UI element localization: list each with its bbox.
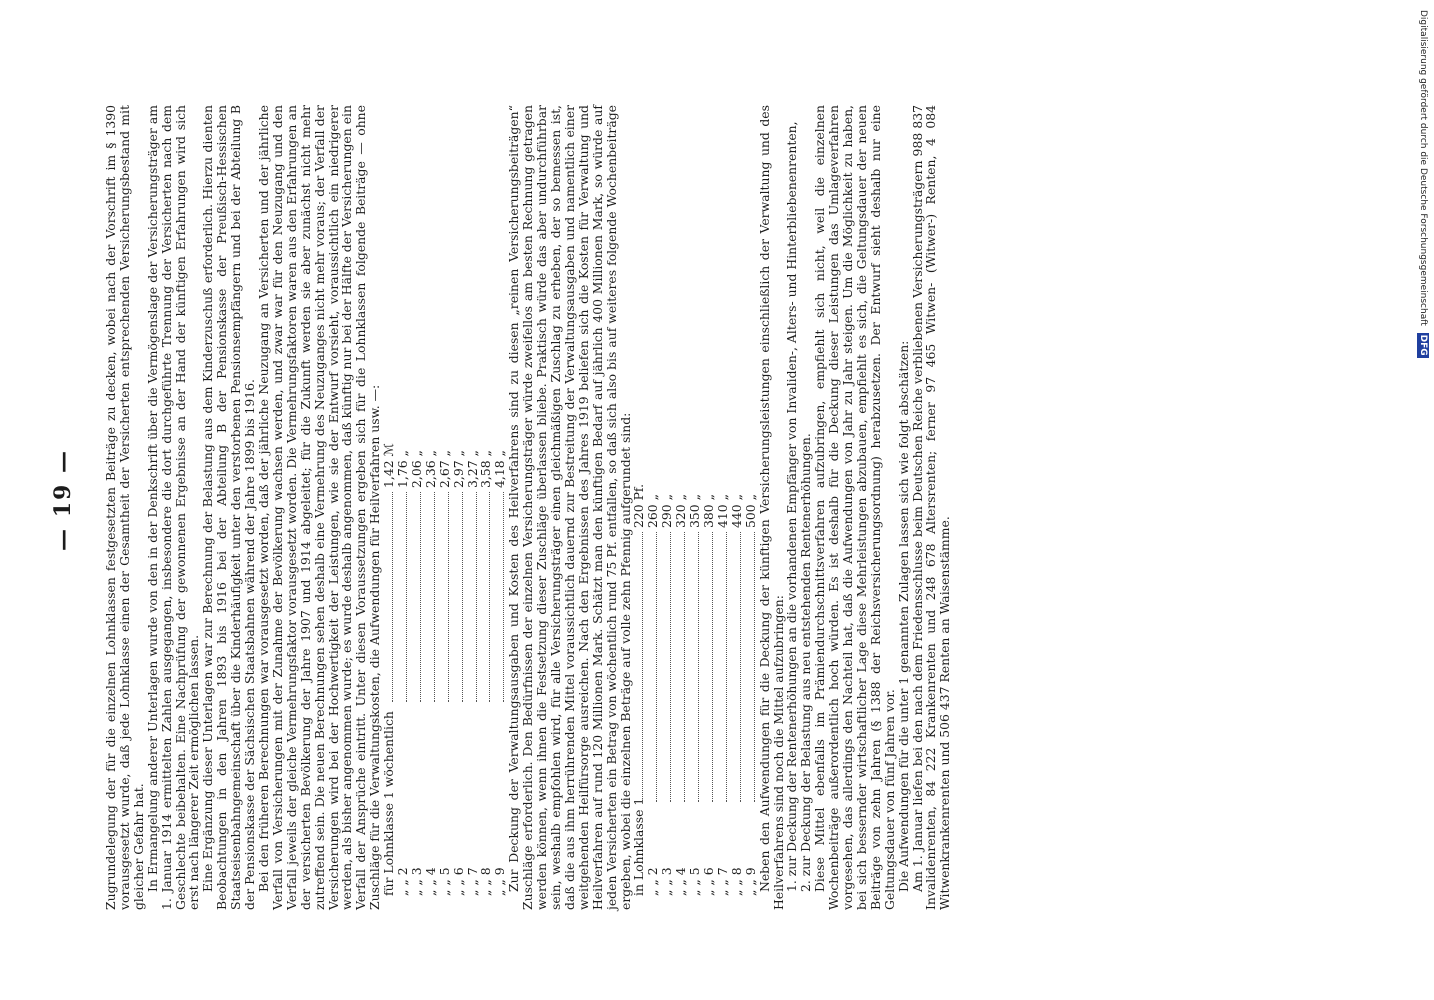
row-label: „ „ 8 bbox=[728, 867, 744, 896]
funding-stamp bbox=[1412, 10, 1434, 390]
row-label: „ „ 7 bbox=[714, 867, 730, 896]
paragraph: Eine Ergänzung dieser Unterlagen war zur Berechnung der Belastung aus dem Kinderzuschuß erforderlich. Hierzu dienten Beobachtungen in den Jahren 1893 bis 1916 bei der Abteilung B der Pensionskasse der Preußisch-Hessischen Staatseisenbahngemeinschaft über die Kinderhäufigkeit unter den verstorbenen Pensionsempfängern und bei der Abteilung B der Pensionskasse der Sächsischen Staatsbahnen während der Jahre 1899 bis 1916. bbox=[200, 105, 258, 910]
row-label: „ „ 8 bbox=[478, 867, 494, 896]
row-label: „ „ 7 bbox=[464, 867, 480, 896]
row-label: in Lohnklasse 1 bbox=[631, 797, 647, 896]
leader-dots bbox=[439, 492, 449, 702]
table-row bbox=[688, 446, 702, 896]
row-label: „ „ 9 bbox=[742, 867, 758, 896]
row-value: 4,18 „ bbox=[492, 450, 508, 488]
table-row bbox=[424, 396, 438, 896]
row-value: 380 „ bbox=[700, 493, 716, 528]
row-label: „ „ 9 bbox=[492, 867, 508, 896]
enumerated-list bbox=[785, 105, 813, 910]
row-label: „ „ 3 bbox=[408, 867, 424, 896]
table-row bbox=[730, 446, 744, 896]
paragraph: In Ermangelung anderer Unterlagen wurde von den in der Denkschrift über die Vermögenslage der Versicherungsträger am 1. Januar 1914 ermittelten Zahlen ausgegangen, insbesondere die dort durchgeführte Trennung der Versicherten nach dem Geschlechte beibehalten. Eine Nachprüfung der gewonnenen Ergebnisse an der Hand der künftigen Erfahrungen wird sich erst nach längerer Zeit ermöglichen lassen. bbox=[144, 105, 202, 910]
row-label: „ „ 4 bbox=[422, 867, 438, 896]
stamp-text: Digitalisierung gefördert durch die Deutsche Forschungsgemeinschaft bbox=[1418, 10, 1428, 326]
row-value: 2,06 „ bbox=[408, 450, 424, 488]
table-row bbox=[452, 396, 466, 896]
paragraph: Zur Deckung der Verwaltungsausgaben und Kosten des Heilverfahrens sind zu diesen „reinen Versicherungsbeiträgen“ Zuschläge erforderlich. Den Bedürfnissen der einzelnen Versicherungsträger würde zweifellos am besten Rechnung getragen werden können, wenn ihnen die Festsetzung dieser Zuschläge überlassen bliebe. Praktisch würde das aber undurchführbar sein, weshalb empfohlen wird, für alle Versicherungsträger einen gleichmäßigen Zuschlag zu erheben, der so bemessen ist, daß die aus ihm herrührenden Mittel voraussichtlich dauernd zur Bestreitung der Verwaltungsausgaben und namentlich einer weitgehenden Heilfürsorge ausreichen. Nach den Ergebnissen des Jahres 1919 beliefen sich die Kosten für Verwaltung und Heilverfahren auf rund 120 Millionen Mark. Schätzt man den künftigen Bedarf auf jährlich 400 Millionen Mark, so würde auf jeden Versicherten ein Betrag von wöchentlich rund 75 Pf. entfallen, so daß sich also bis auf weiteres folgende Wochenbeiträge ergeben, wobei die einzelnen Beträge auf volle zehn Pfennig aufgerundet sind: bbox=[506, 105, 633, 910]
table-row bbox=[382, 396, 396, 896]
weekly-contribution-table bbox=[632, 446, 757, 896]
table-row bbox=[396, 396, 410, 896]
table-row bbox=[438, 396, 452, 896]
leader-dots bbox=[745, 532, 755, 802]
row-value: 2,97 „ bbox=[450, 450, 466, 488]
row-value: 220 Pf. bbox=[631, 483, 647, 528]
row-label: „ „ 5 bbox=[687, 867, 703, 896]
row-value: 1,42 ℳ bbox=[381, 443, 397, 488]
row-value: 440 „ bbox=[728, 493, 744, 528]
leader-dots bbox=[383, 492, 393, 702]
page-number: — 19 — bbox=[50, 449, 76, 551]
row-label: „ „ 3 bbox=[659, 867, 675, 896]
leader-dots bbox=[647, 532, 657, 802]
table-row bbox=[493, 396, 507, 896]
leader-dots bbox=[703, 532, 713, 802]
leader-dots bbox=[689, 532, 699, 802]
table-row bbox=[632, 446, 646, 896]
leader-dots bbox=[717, 532, 727, 802]
row-label: „ „ 6 bbox=[450, 867, 466, 896]
row-value: 290 „ bbox=[659, 493, 675, 528]
row-value: 500 „ bbox=[742, 493, 758, 528]
leader-dots bbox=[425, 492, 435, 702]
leader-dots bbox=[494, 492, 504, 702]
leader-dots bbox=[453, 492, 463, 702]
body-text bbox=[104, 105, 952, 910]
table-row bbox=[466, 396, 480, 896]
table-row bbox=[410, 396, 424, 896]
row-value: 2,36 „ bbox=[422, 450, 438, 488]
leader-dots bbox=[411, 492, 421, 702]
leader-dots bbox=[731, 532, 741, 802]
row-value: 410 „ bbox=[714, 493, 730, 528]
paragraph: Zugrundelegung der für die einzelnen Lohnklassen festgesetzten Beiträge zu decken, wobei nach der Vorschrift im § 1390 vorausgesetzt wurde, daß jede Lohnklasse einen der Gesamtheit der Versicherten entsprechenden Versicherungsbestand mit gleicher Gefahr hat. bbox=[103, 105, 146, 910]
list-item: 1. zur Deckung der Rentenerhöhungen an die vorhandenen Empfänger von Invaliden-, Alters- und Hinterbliebenenrenten, bbox=[784, 121, 800, 892]
row-value: 320 „ bbox=[673, 493, 689, 528]
table-row bbox=[702, 446, 716, 896]
row-label: für Lohnklasse 1 wöchentlich bbox=[381, 711, 397, 896]
table-row bbox=[660, 446, 674, 896]
row-value: 1,76 „ bbox=[395, 450, 411, 488]
table-row bbox=[479, 396, 493, 896]
row-value: 3,58 „ bbox=[478, 450, 494, 488]
leader-dots bbox=[480, 492, 490, 702]
table-row bbox=[744, 446, 758, 896]
paragraph: Neben den Aufwendungen für die Deckung der künftigen Versicherungsleistungen einschließlich der Verwaltung und des Heilverfahrens sind noch die Mittel aufzubringen: bbox=[756, 105, 786, 910]
leader-dots bbox=[633, 532, 643, 802]
leader-dots bbox=[661, 532, 671, 802]
paragraph: Bei den früheren Berechnungen war vorausgesetzt worden, daß der jährliche Neuzugang an Versicherten und der jährliche Verfall von Versicherungen mit der Zunahme der Bevölkerung wachsen werden, und zwar war für den Neuzugang und den Verfall jeweils der gleiche Vermehrungsfaktor vorausgesetzt worden. Die Vermehrungsfaktoren waren aus den Erfahrungen an der versicherten Bevölkerung der Jahre 1907 und 1914 abgeleitet; für die Zukunft werden sie aber zunächst nicht mehr zutreffend sein. Die neuen Berechnungen sehen deshalb eine Vermehrung des Neuzuganges nicht mehr voraus; der Verfall der Versicherungen wird bei der Hochwertigkeit der Leistungen, wie sie der Entwurf vorsieht, voraussichtlich ein niedrigerer werden, als bisher angenommen wurde; es wurde deshalb angenommen, daß künftig nur bei der Hälfte der Versicherungen ein Verfall der Ansprüche eintritt. Unter diesen Voraussetzungen ergeben sich für die Lohnklassen folgende Beiträge — ohne Zuschläge für die Verwaltungskosten, die Aufwendungen für Heilverfahren usw. —: bbox=[255, 105, 383, 910]
table-row bbox=[646, 446, 660, 896]
row-label: „ „ 5 bbox=[436, 867, 452, 896]
row-label: „ „ 4 bbox=[673, 867, 689, 896]
row-value: 3,27 „ bbox=[464, 450, 480, 488]
paragraph: Die Aufwendungen für die unter 1 genannten Zulagen lassen sich wie folgt abschätzen: bbox=[895, 340, 911, 892]
row-label: „ „ 6 bbox=[700, 867, 716, 896]
row-value: 2,67 „ bbox=[436, 450, 452, 488]
dfg-logo: DFG bbox=[1418, 334, 1428, 356]
row-label: „ „ 2 bbox=[645, 867, 661, 896]
table-row bbox=[716, 446, 730, 896]
contribution-table bbox=[382, 396, 507, 896]
leader-dots bbox=[397, 492, 407, 702]
leader-dots bbox=[467, 492, 477, 702]
list-item: 2. zur Deckung der Belastung aus neu entstehenden Rentenerhöhungen. bbox=[798, 433, 814, 892]
row-value: 260 „ bbox=[645, 493, 661, 528]
row-label: „ „ 2 bbox=[395, 867, 411, 896]
row-value: 350 „ bbox=[687, 493, 703, 528]
paragraph: Diese Mittel ebenfalls im Prämiendurchschnittsverfahren aufzubringen, empfiehlt sich nicht, weil die einzelnen Wochenbeiträge außerordentlich hoch würden. Es ist deshalb für die Deckung dieser Leistungen das Umlageverfahren vorgesehen, das allerdings den Nachteil hat, daß die Aufwendungen von Jahr zu Jahr steigen. Um die Möglichkeit zu haben, bei sich bessernder wirtschaftlicher Lage diese Mehrleistungen abzubauen, empfiehlt es sich, die Geltungsdauer der neuen Beiträge von zehn Jahren (§ 1388 der Reichsversicherungsordnung) herabzusetzen. Der Entwurf sieht deshalb nur eine Geltungsdauer von fünf Jahren vor. bbox=[812, 105, 897, 910]
paragraph: Am 1. Januar liefen bei den nach dem Friedensschlusse beim Deutschen Reiche verbliebenen Versicherungsträgern 988 837 Invalidenrenten, 84 222 Krankenrenten und 248 678 Altersrenten; ferner 97 465 Witwen- (Witwer-) Renten, 4 084 Witwenkrankenrenten und 506 437 Renten an Waisenstämme. bbox=[909, 105, 953, 910]
table-row bbox=[674, 446, 688, 896]
leader-dots bbox=[675, 532, 685, 802]
